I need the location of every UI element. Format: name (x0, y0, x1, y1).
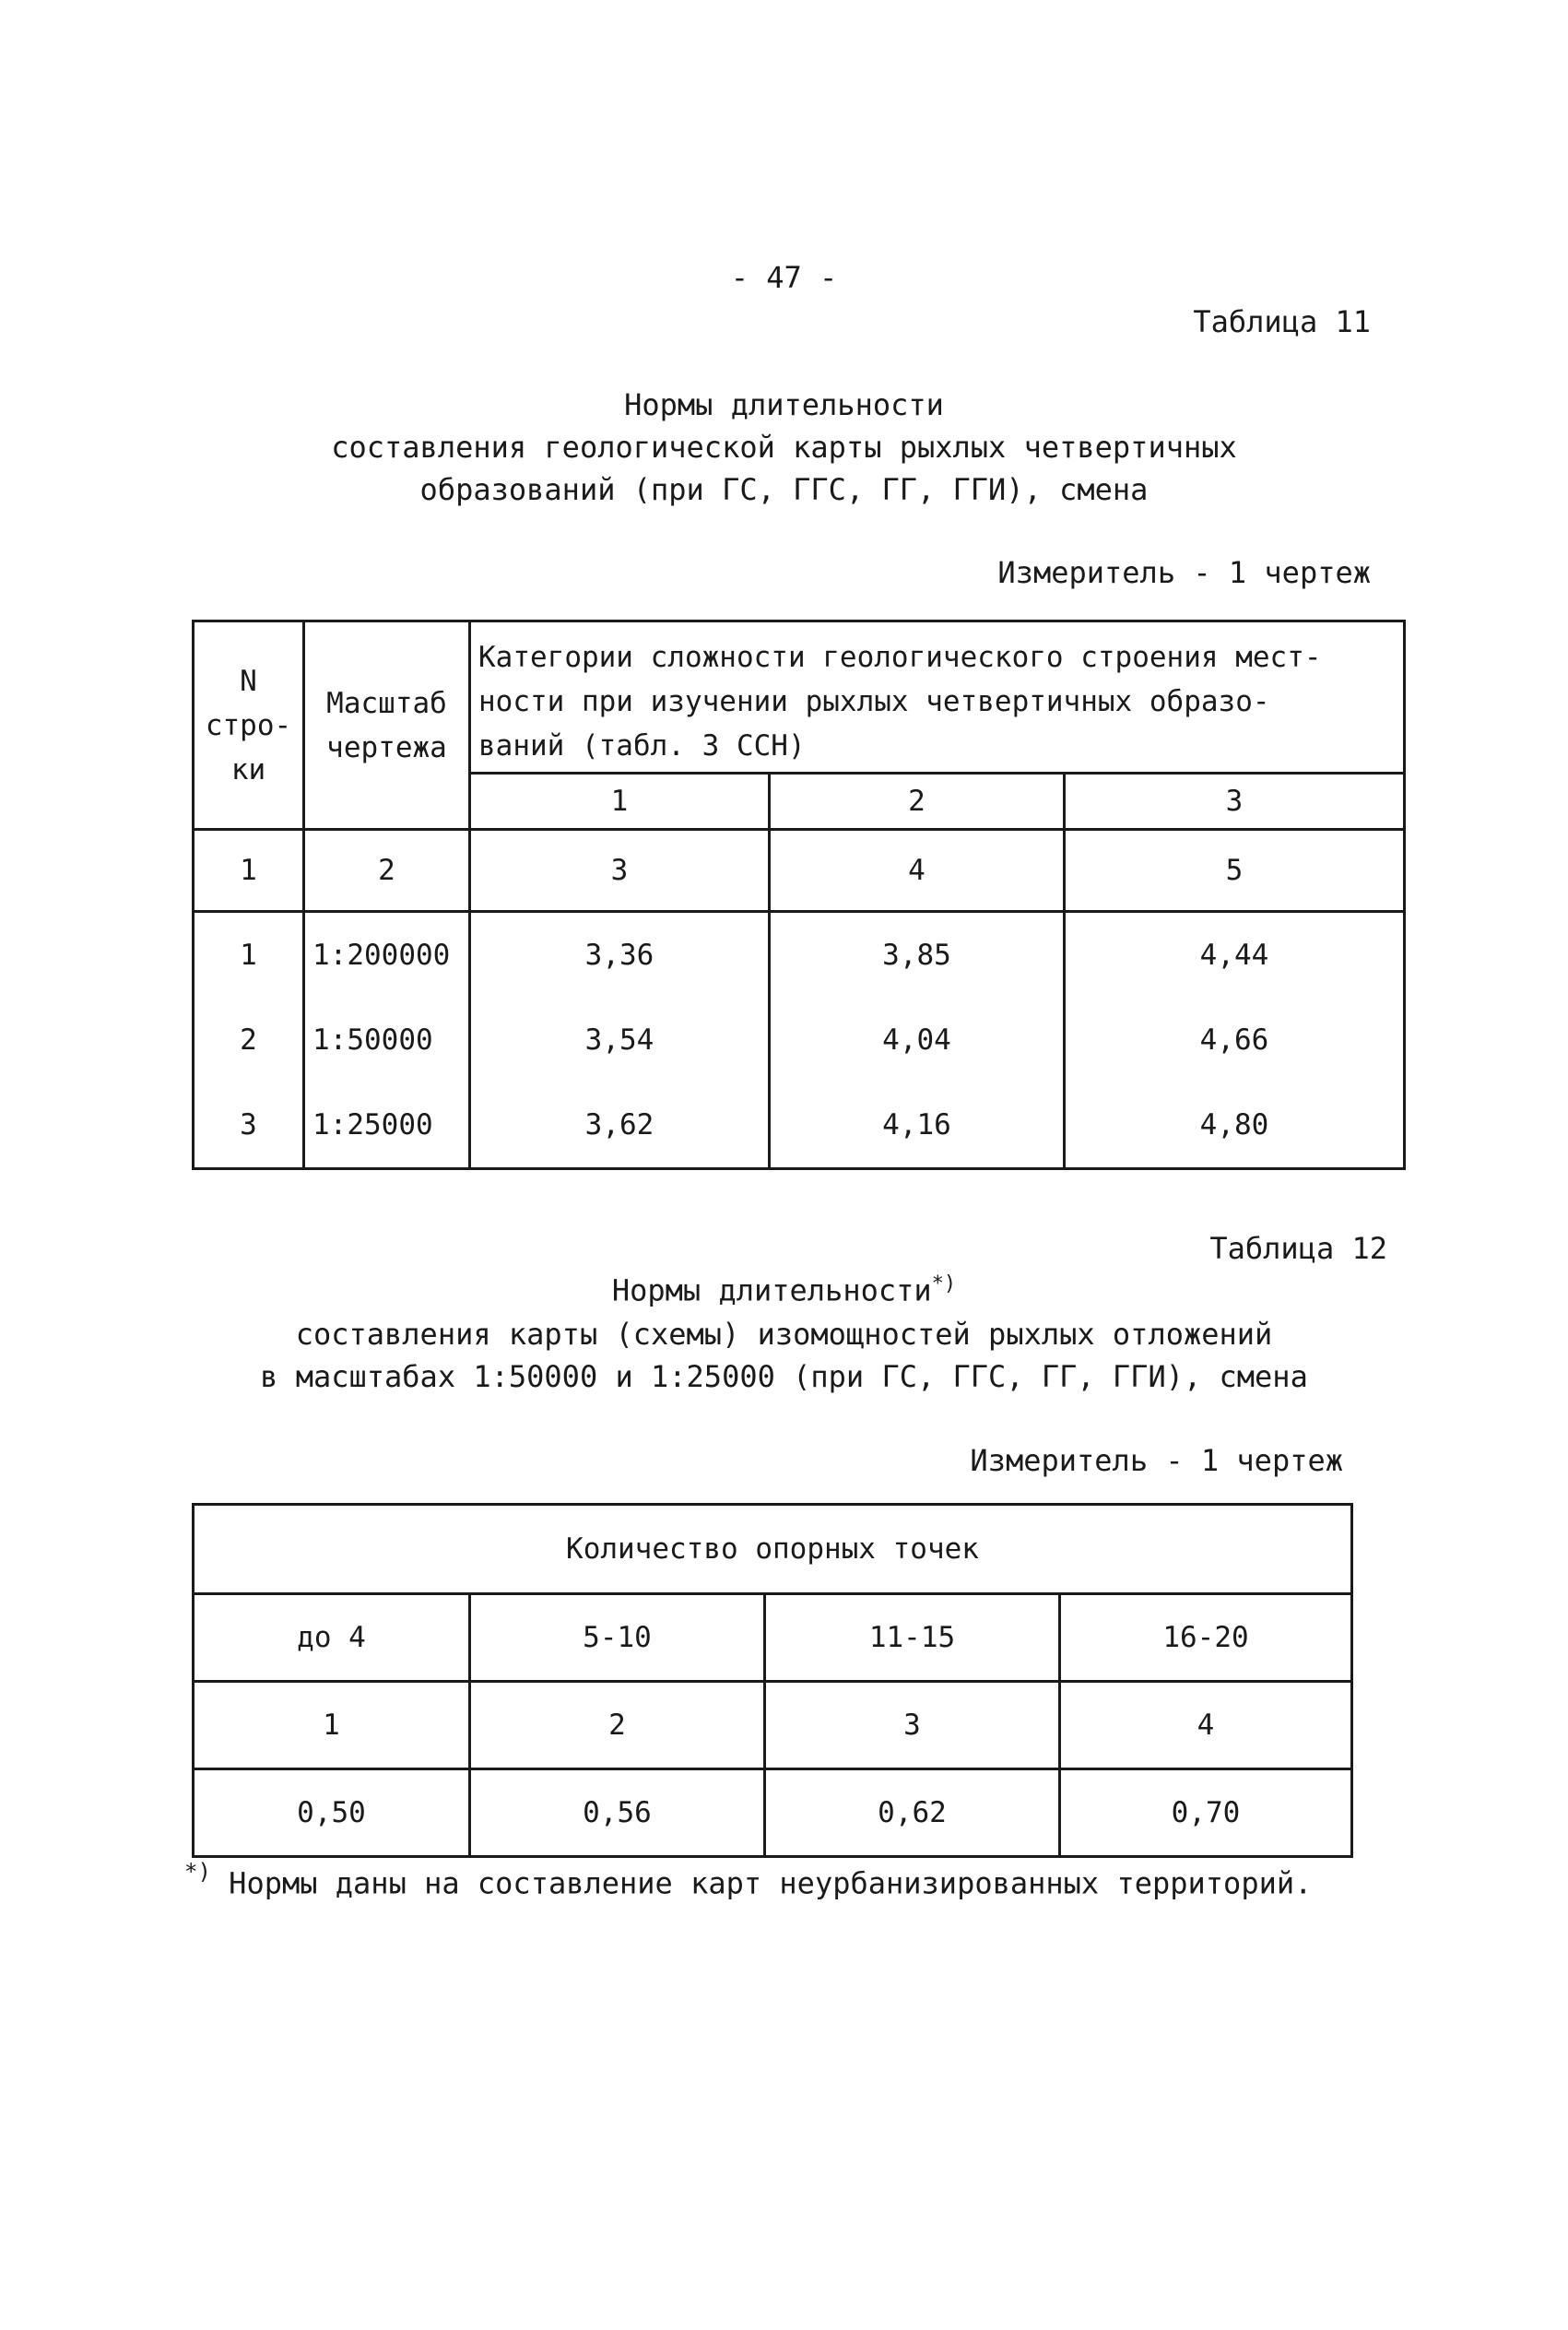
categories-desc-line-3: ваний (табл. 3 ССН) (478, 729, 806, 763)
row-scale: 1:200000 (304, 912, 470, 999)
header-row-number-line-1: N (240, 664, 257, 698)
row-value-cat-3: 4,80 (1065, 1082, 1405, 1169)
value-cell: 0,70 (1060, 1769, 1352, 1857)
row-value-cat-1: 3,54 (470, 998, 770, 1082)
table-11-title-line-3: образований (при ГС, ГГС, ГГ, ГГИ), смена (419, 472, 1149, 507)
range-cell: 5-10 (470, 1594, 765, 1682)
row-number: 3 (194, 1082, 304, 1169)
table-12-ranges-row (194, 1594, 1352, 1682)
row-value-cat-3: 4,66 (1065, 998, 1405, 1082)
range-cell: 16-20 (1060, 1594, 1352, 1682)
row-value-cat-2: 3,85 (770, 912, 1065, 999)
column-number: 1 (194, 830, 304, 912)
column-number: 1 (194, 1682, 470, 1769)
column-number: 4 (770, 830, 1065, 912)
row-scale: 1:25000 (304, 1082, 470, 1169)
categories-desc-line-1: Категории сложности геологического строения мест- (478, 641, 1322, 674)
column-number: 2 (304, 830, 470, 912)
table-row (194, 1769, 1352, 1857)
row-value-cat-2: 4,04 (770, 998, 1065, 1082)
table-11-label: Таблица 11 (1193, 304, 1371, 339)
column-number: 3 (470, 830, 770, 912)
column-number: 3 (765, 1682, 1060, 1769)
categories-desc-line-2: ности при изучении рыхлых четвертичных образо- (478, 685, 1270, 718)
table-row (194, 1082, 1405, 1169)
footnote-text: Нормы даны на составление карт неурбанизированных территорий. (229, 1865, 1313, 1901)
row-value-cat-1: 3,62 (470, 1082, 770, 1169)
header-scale-line-2: чертежа (326, 730, 447, 764)
table-12-title-line-3: в масштабах 1:50000 и 1:25000 (при ГС, ГГС, ГГ, ГГИ), смена (260, 1359, 1308, 1394)
header-scale-line-1: Масштаб (326, 686, 447, 720)
category-1: 1 (470, 774, 770, 830)
table-11-header-row (194, 621, 1405, 774)
value-cell: 0,50 (194, 1769, 470, 1857)
column-number: 5 (1065, 830, 1405, 912)
row-value-cat-1: 3,36 (470, 912, 770, 999)
header-reference-points: Количество опорных точек (194, 1505, 1352, 1594)
row-number: 1 (194, 912, 304, 999)
header-scale (304, 621, 470, 830)
table-12-header-row (194, 1505, 1352, 1594)
range-cell: до 4 (194, 1594, 470, 1682)
column-number: 4 (1060, 1682, 1352, 1769)
column-number: 2 (470, 1682, 765, 1769)
table-11-title-line-2: составления геологической карты рыхлых четвертичных (331, 430, 1237, 465)
row-value-cat-3: 4,44 (1065, 912, 1405, 999)
page-number: - 47 - (730, 260, 838, 295)
footnote-mark: *) (184, 1859, 211, 1885)
table-11-measure: Измеритель - 1 чертеж (997, 555, 1371, 590)
category-3: 3 (1065, 774, 1405, 830)
table-12-title-line-2: составления карты (схемы) изомощностей рыхлых отложений (295, 1317, 1273, 1352)
table-12-footnote-mark: *) (931, 1272, 957, 1295)
table-11-title-line-1: Нормы длительности (624, 387, 944, 422)
header-categories-description (470, 621, 1405, 774)
table-12-measure: Измеритель - 1 чертеж (970, 1443, 1343, 1478)
row-value-cat-2: 4,16 (770, 1082, 1065, 1169)
row-number: 2 (194, 998, 304, 1082)
category-2: 2 (770, 774, 1065, 830)
table-12-label: Таблица 12 (1209, 1231, 1387, 1266)
table-12-title-main: Нормы длительности (611, 1272, 932, 1308)
header-row-number (194, 621, 304, 830)
footnote (184, 1859, 1313, 1901)
header-row-number-line-3: ки (230, 752, 266, 787)
range-cell: 11-15 (765, 1594, 1060, 1682)
table-row (194, 912, 1405, 999)
table-11 (192, 620, 1406, 1170)
table-row (194, 998, 1405, 1082)
table-12 (192, 1503, 1353, 1858)
row-scale: 1:50000 (304, 998, 470, 1082)
header-row-number-line-2: стро- (205, 708, 292, 742)
value-cell: 0,62 (765, 1769, 1060, 1857)
table-11-column-numbers (194, 830, 1405, 912)
value-cell: 0,56 (470, 1769, 765, 1857)
table-12-column-numbers (194, 1682, 1352, 1769)
table-12-title-line-1 (0, 1272, 1568, 1308)
